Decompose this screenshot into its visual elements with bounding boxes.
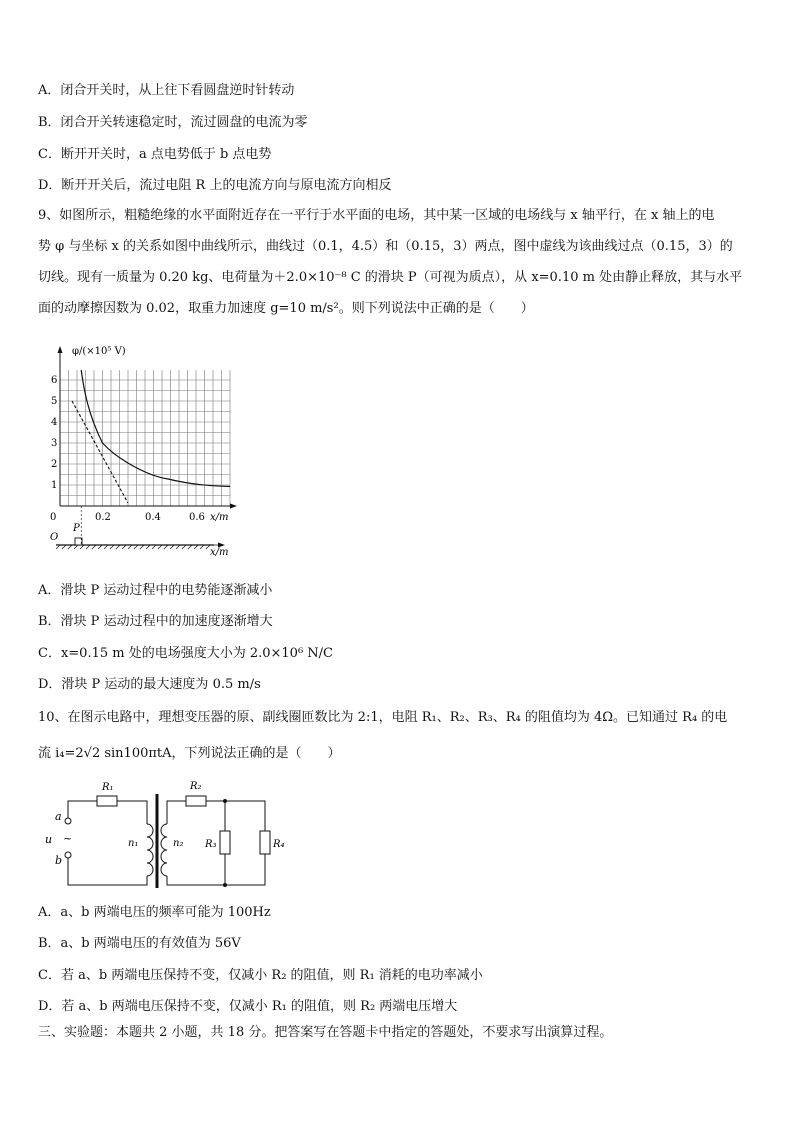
q10-option-a: A．a、b 两端电压的频率可能为 100Hz [38, 905, 271, 920]
q9-option-d: D．滑块 P 运动的最大速度为 0.5 m/s [38, 677, 261, 692]
q9-stem-line: 面的动摩擦因数为 0.02，取重力加速度 g=10 m/s²。则下列说法中正确的是（ ） [38, 301, 534, 316]
section3-title: 三、实验题：本题共 2 小题，共 18 分。把答案写在答题卡中指定的答题处，不要求写出演算过程。 [38, 1025, 613, 1040]
q9-option-b: B．滑块 P 运动过程中的加速度逐渐增大 [38, 614, 273, 629]
q8-option-c: C．断开开关时，a 点电势低于 b 点电势 [38, 147, 272, 162]
q10-stem-line: 10、在图示电路中，理想变压器的原、副线圈匝数比为 2:1，电阻 R₁、R₂、R₃、R₄ 的阻值均为 4Ω。已知通过 R₄ 的电 [38, 710, 728, 725]
resistor-r2 [186, 796, 206, 806]
label-n2: n₂ [173, 838, 184, 849]
resistor-r1 [97, 796, 117, 806]
q8-option-b: B．闭合开关转速稳定时，流过圆盘的电流为零 [38, 115, 308, 130]
transformer-circuit [42, 772, 285, 892]
y-tick-label: 4 [51, 417, 58, 428]
junction-top [223, 799, 227, 803]
y-tick-label: 5 [51, 396, 58, 407]
ground-origin-label: O [50, 532, 59, 543]
q10-stem-line: 流 i₄=2√2 sin100πtA，下列说法正确的是（ ） [38, 746, 341, 761]
y-tick-label: 6 [51, 375, 58, 386]
label-tilde: ~ [63, 832, 73, 845]
label-r1: R₁ [102, 782, 114, 793]
terminal-a [65, 818, 71, 824]
q8-option-d: D．断开开关后，流过电阻 R 上的电流方向与原电流方向相反 [38, 178, 392, 193]
q9-option-c: C．x=0.15 m 处的电场强度大小为 2.0×10⁶ N/C [38, 646, 333, 661]
resistor-r3 [220, 831, 230, 854]
label-b: b [55, 854, 63, 867]
ground-x-axis-label: x/m [210, 547, 229, 558]
primary-coil [147, 824, 153, 876]
x-axis-label: x/m [210, 512, 229, 523]
graph-grid [60, 370, 230, 506]
q10-option-d: D．若 a、b 两端电压保持不变，仅减小 R₁ 的阻值，则 R₂ 两端电压增大 [38, 999, 458, 1014]
terminal-b [65, 852, 71, 858]
label-a: a [55, 810, 62, 823]
q10-option-c: C．若 a、b 两端电压保持不变，仅减小 R₂ 的阻值，则 R₁ 消耗的电功率减小 [38, 968, 483, 983]
y-tick-label: 3 [51, 438, 58, 449]
q9-option-a: A．滑块 P 运动过程中的电势能逐渐减小 [38, 583, 273, 598]
x-origin-label: 0 [50, 512, 57, 523]
q9-stem-line: 切线。现有一质量为 0.20 kg、电荷量为＋2.0×10⁻⁸ C 的滑块 P（可视为质点），从 x=0.10 m 处由静止释放，其与水平 [38, 270, 743, 285]
x-axis-arrow [230, 504, 237, 509]
label-u: u [45, 833, 53, 846]
label-r4: R₄ [273, 839, 285, 850]
x-tick-label: 0.2 [95, 512, 111, 523]
junction-bottom [223, 883, 227, 887]
secondary-coil [161, 824, 167, 876]
y-tick-label: 2 [51, 459, 58, 470]
y-axis-arrow [58, 346, 63, 353]
label-n1: n₁ [128, 838, 139, 849]
q8-option-a: A．闭合开关时，从上往下看圆盘逆时针转动 [38, 83, 295, 98]
q9-stem-line: 势 φ 与坐标 x 的关系如图中曲线所示，曲线过（0.1，4.5）和（0.15，3）两点，图中虚线为该曲线过点（0.15，3）的 [38, 239, 733, 254]
q9-stem-line: 9、如图所示，粗糙绝缘的水平面附近存在一平行于水平面的电场，其中某一区域的电场线与 x 轴平行，在 x 轴上的电 [38, 208, 715, 223]
y-axis-label: φ/(×10⁵ V) [72, 346, 126, 357]
label-r3: R₃ [205, 839, 217, 850]
q10-stem [38, 700, 758, 772]
resistor-r4 [260, 831, 270, 854]
x-tick-label: 0.6 [189, 512, 205, 523]
x-tick-label: 0.4 [145, 512, 161, 523]
block-p-label: P [73, 523, 80, 534]
phi-x-graph [38, 338, 238, 558]
phi-curve [81, 370, 230, 487]
label-r2: R₂ [190, 781, 202, 792]
q10-option-b: B．a、b 两端电压的有效值为 56V [38, 936, 241, 951]
q9-stem [38, 200, 758, 324]
y-tick-label: 1 [51, 480, 58, 491]
